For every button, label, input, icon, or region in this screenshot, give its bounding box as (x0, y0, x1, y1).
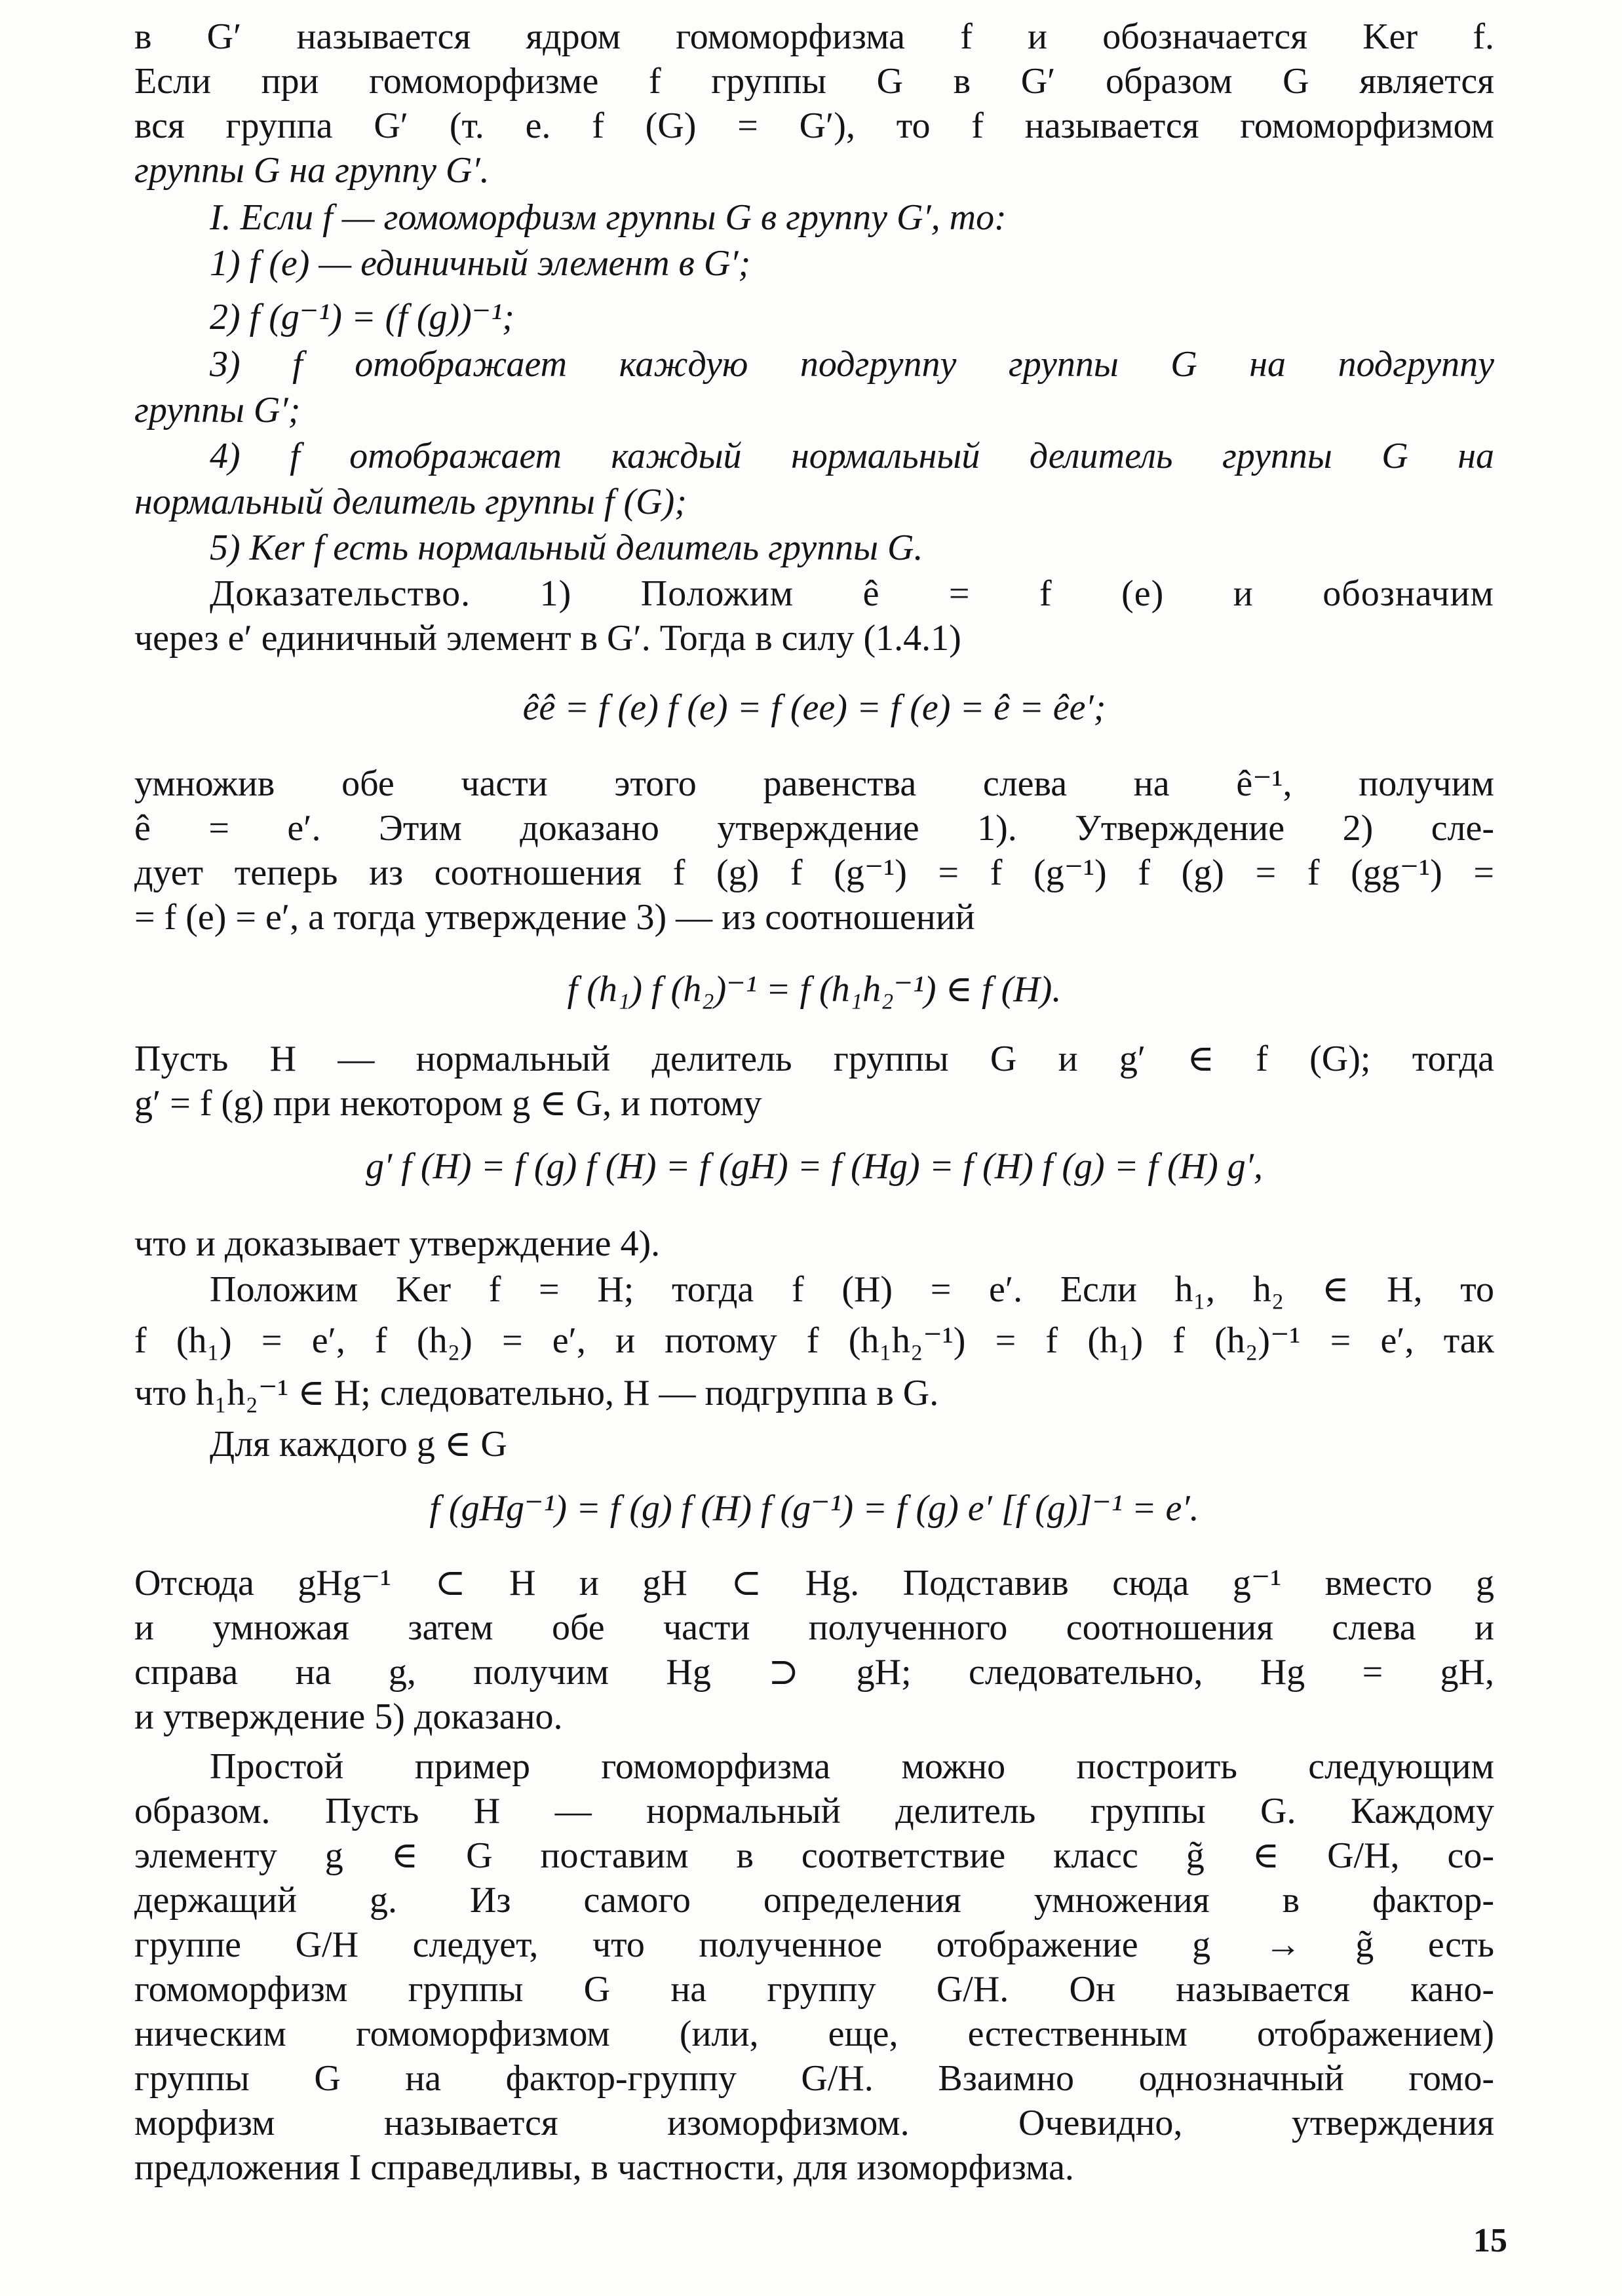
text-line: предложения I справедливы, в частности, для изоморфизма. (134, 2147, 1074, 2188)
text-line: морфизм называется изоморфизмом. Очевидно, утверждения (134, 2103, 1494, 2143)
text-line: f (h₁) = e′, f (h₂) = e′, и потому f (h₁h₂⁻¹) = f (h₁) f (h₂)⁻¹ = e′, так (134, 1320, 1494, 1361)
page-number: 15 (1473, 2222, 1507, 2259)
text-line: элементу g ∈ G поставим в соответствие класс g̃ ∈ G/H, со- (134, 1835, 1494, 1876)
text-line: группы G′; (134, 390, 301, 430)
text-line: справа на g, получим Hg ⊃ gH; следовательно, Hg = gH, (134, 1652, 1494, 1693)
text-line: что и доказывает утверждение 4). (134, 1223, 661, 1264)
text-line: вся группа G′ (т. е. f (G) = G′), то f называется гомоморфизмом (134, 105, 1494, 146)
text-line: что h₁h₂⁻¹ ∈ H; следовательно, H — подгруппа в G. (134, 1373, 939, 1413)
text-line: держащий g. Из самого определения умножения в фактор- (134, 1880, 1494, 1921)
proposition-heading: I. Если f — гомоморфизм группы G в группу G′, то: (210, 197, 1007, 238)
text-line: и умножая затем обе части полученного соотношения слева и (134, 1607, 1494, 1648)
text-line: группе G/H следует, что полученное отображение g → g̃ есть (134, 1924, 1494, 1965)
proposition-item-5: 5) Ker f есть нормальный делитель группы G. (210, 527, 923, 568)
proposition-item-2: 2) f (g⁻¹) = (f (g))⁻¹; (210, 297, 514, 337)
formula-1: êê = f (e) f (e) = f (ee) = f (e) = ê = êe′; (522, 687, 1106, 728)
text-line: через e′ единичный элемент в G′. Тогда в силу (1.4.1) (134, 618, 961, 659)
text-line: группы G на фактор-группу G/H. Взаимно однозначный гомо- (134, 2058, 1494, 2099)
text-line: в G′ называется ядром гомоморфизма f и обозначается Ker f. (134, 16, 1494, 57)
text-line: Положим Ker f = H; тогда f (H) = e′. Если h₁, h₂ ∈ H, то (210, 1269, 1494, 1310)
text-line: нормальный делитель группы f (G); (134, 482, 687, 522)
text-line: Если при гомоморфизме f группы G в G′ образом G является (134, 61, 1494, 102)
formula-4: f (gHg⁻¹) = f (g) f (H) f (g⁻¹) = f (g) e′ [f (g)]⁻¹ = e′. (429, 1488, 1199, 1529)
text-line: дует теперь из соотношения f (g) f (g⁻¹) = f (g⁻¹) f (g) = f (gg⁻¹) = (134, 852, 1494, 893)
text-line: Простой пример гомоморфизма можно построить следующим (210, 1746, 1494, 1787)
text-line: Пусть H — нормальный делитель группы G и g′ ∈ f (G); тогда (134, 1039, 1494, 1079)
formula-3: g′ f (H) = f (g) f (H) = f (gH) = f (Hg) = f (H) f (g) = f (H) g′, (366, 1146, 1263, 1187)
proposition-item-1: 1) f (e) — единичный элемент в G′; (210, 243, 751, 284)
text-line: = f (e) = e′, а тогда утверждение 3) — из соотношений (134, 897, 975, 938)
formula-2: f (h₁) f (h₂)⁻¹ = f (h₁h₂⁻¹) ∈ f (H). (567, 969, 1062, 1010)
text-line: и утверждение 5) доказано. (134, 1696, 563, 1737)
text-line: умножив обе части этого равенства слева на ê⁻¹, получим (134, 763, 1494, 804)
text-line: Для каждого g ∈ G (210, 1424, 507, 1464)
proposition-item-3: 3) f отображает каждую подгруппу группы G на подгруппу (210, 344, 1494, 385)
text-line: образом. Пусть H — нормальный делитель группы G. Каждому (134, 1791, 1494, 1831)
text-line: гомоморфизм группы G на группу G/H. Он называется кано- (134, 1969, 1494, 2010)
proof-start: Доказательство. 1) Положим ê = f (e) и обозначим (210, 573, 1494, 614)
text-line: g′ = f (g) при некотором g ∈ G, и потому (134, 1083, 762, 1124)
text-line: ническим гомоморфизмом (или, еще, естественным отображением) (134, 2014, 1494, 2054)
text-line: группы G на группу G′. (134, 150, 490, 191)
text-line: ê = e′. Этим доказано утверждение 1). Утверждение 2) сле- (134, 808, 1494, 849)
text-line: Отсюда gHg⁻¹ ⊂ H и gH ⊂ Hg. Подставив сюда g⁻¹ вместо g (134, 1563, 1494, 1603)
proposition-item-4: 4) f отображает каждый нормальный делитель группы G на (210, 436, 1494, 476)
